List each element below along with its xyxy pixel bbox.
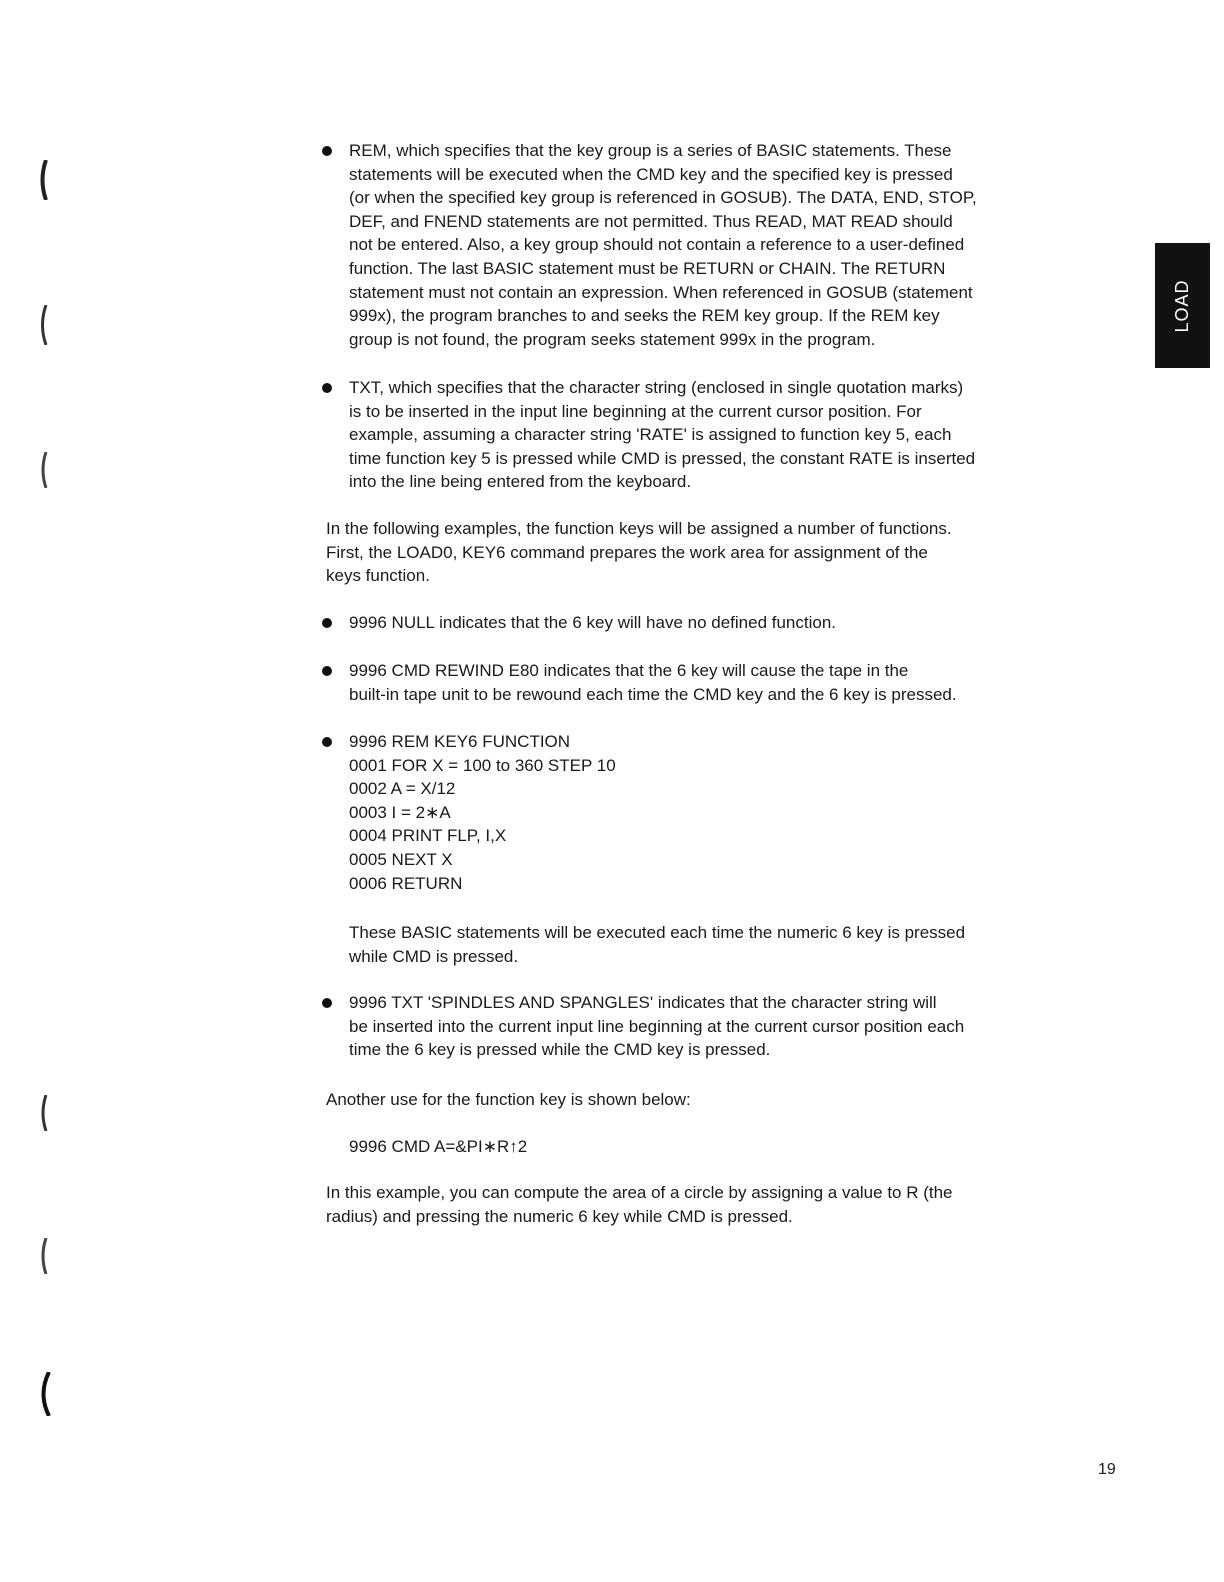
bullet-icon [322, 998, 332, 1008]
bullet-rem-text: REM, which specifies that the key group is a series of BASIC statements. These statements will be executed when the CMD key and the specified key is pressed (or when the specified key group is referenced in GOSUB). The DATA, END, STOP, DEF, and FNEND statements are not permitted. Thus READ, MAT READ should not be entered. Also, a key group should not contain a reference to a user-defined function. The last BASIC statement must be RETURN or CHAIN. The RETURN statement must not contain an expression. When referenced in GOSUB (statement 999x), the program branches to and seeks the REM key group. If the REM key group is not found, the program seeks statement 999x in the program. [349, 141, 977, 349]
rem-note: These BASIC statements will be executed each time the numeric 6 key is pressed while CMD is pressed. [349, 923, 966, 966]
bullet-rewind-example: 9996 CMD REWIND E80 indicates that the 6 key will cause the tape in the built-in tape unit to be rewound each time the CMD key and the 6 key is pressed. [322, 659, 1012, 706]
binder-mark [38, 305, 48, 345]
closing-paragraph: In this example, you can compute the area of a circle by assigning a value to R (the radius) and pressing the numeric 6 key while CMD is pressed. [326, 1183, 953, 1226]
bullet-icon [322, 618, 332, 628]
code-line: 0004 PRINT FLP, I,X [349, 826, 507, 846]
bullet-rem-example [322, 730, 1012, 895]
bullet-icon [322, 383, 332, 393]
binder-mark [38, 160, 48, 200]
bullet-txt-text: TXT, which specifies that the character string (enclosed in single quotation marks) is to be inserted in the input line beginning at the current cursor position. For example, assuming a character string 'RATE' is assigned to function key 5, each time function key 5 is pressed while CMD is pressed, the constant RATE is inserted into the line being entered from the keyboard. [349, 378, 976, 492]
code-block [349, 730, 1012, 895]
binder-mark [38, 1238, 48, 1274]
code-line: 0005 NEXT X [349, 849, 453, 869]
code-example: 9996 CMD A=&PI∗R↑2 [349, 1137, 528, 1156]
bullet-icon [322, 666, 332, 676]
bullet-rem [322, 139, 1012, 351]
another-use-paragraph: Another use for the function key is shown below: [326, 1090, 691, 1109]
code-line: 0001 FOR X = 100 to 360 STEP 10 [349, 755, 616, 775]
bullet-txt [322, 376, 1012, 494]
bullet-icon [322, 146, 332, 156]
binder-mark [38, 1372, 48, 1416]
code-line: 9996 REM KEY6 FUNCTION [349, 732, 571, 751]
code-line: 0003 I = 2∗A [349, 802, 451, 822]
code-line: 0006 RETURN [349, 873, 463, 893]
binder-mark [38, 452, 48, 488]
intro-paragraph: In the following examples, the function keys will be assigned a number of functions. First, the LOAD0, KEY6 command prepares the work area for assignment of the keys function. [326, 519, 952, 586]
section-tab-label: LOAD [1171, 278, 1192, 333]
page-number: 19 [1098, 1461, 1116, 1478]
code-line: 0002 A = X/12 [349, 779, 456, 799]
binder-mark [38, 1095, 48, 1131]
section-tab [1155, 243, 1210, 368]
bullet-null-example: 9996 NULL indicates that the 6 key will have no defined function. [322, 611, 1012, 635]
bullet-icon [322, 737, 332, 747]
bullet-txt-example: 9996 TXT 'SPINDLES AND SPANGLES' indicates that the character string will be inserted into the current input line beginning at the current cursor position each time the 6 key is pressed while the CMD key is pressed. [322, 991, 1012, 1062]
